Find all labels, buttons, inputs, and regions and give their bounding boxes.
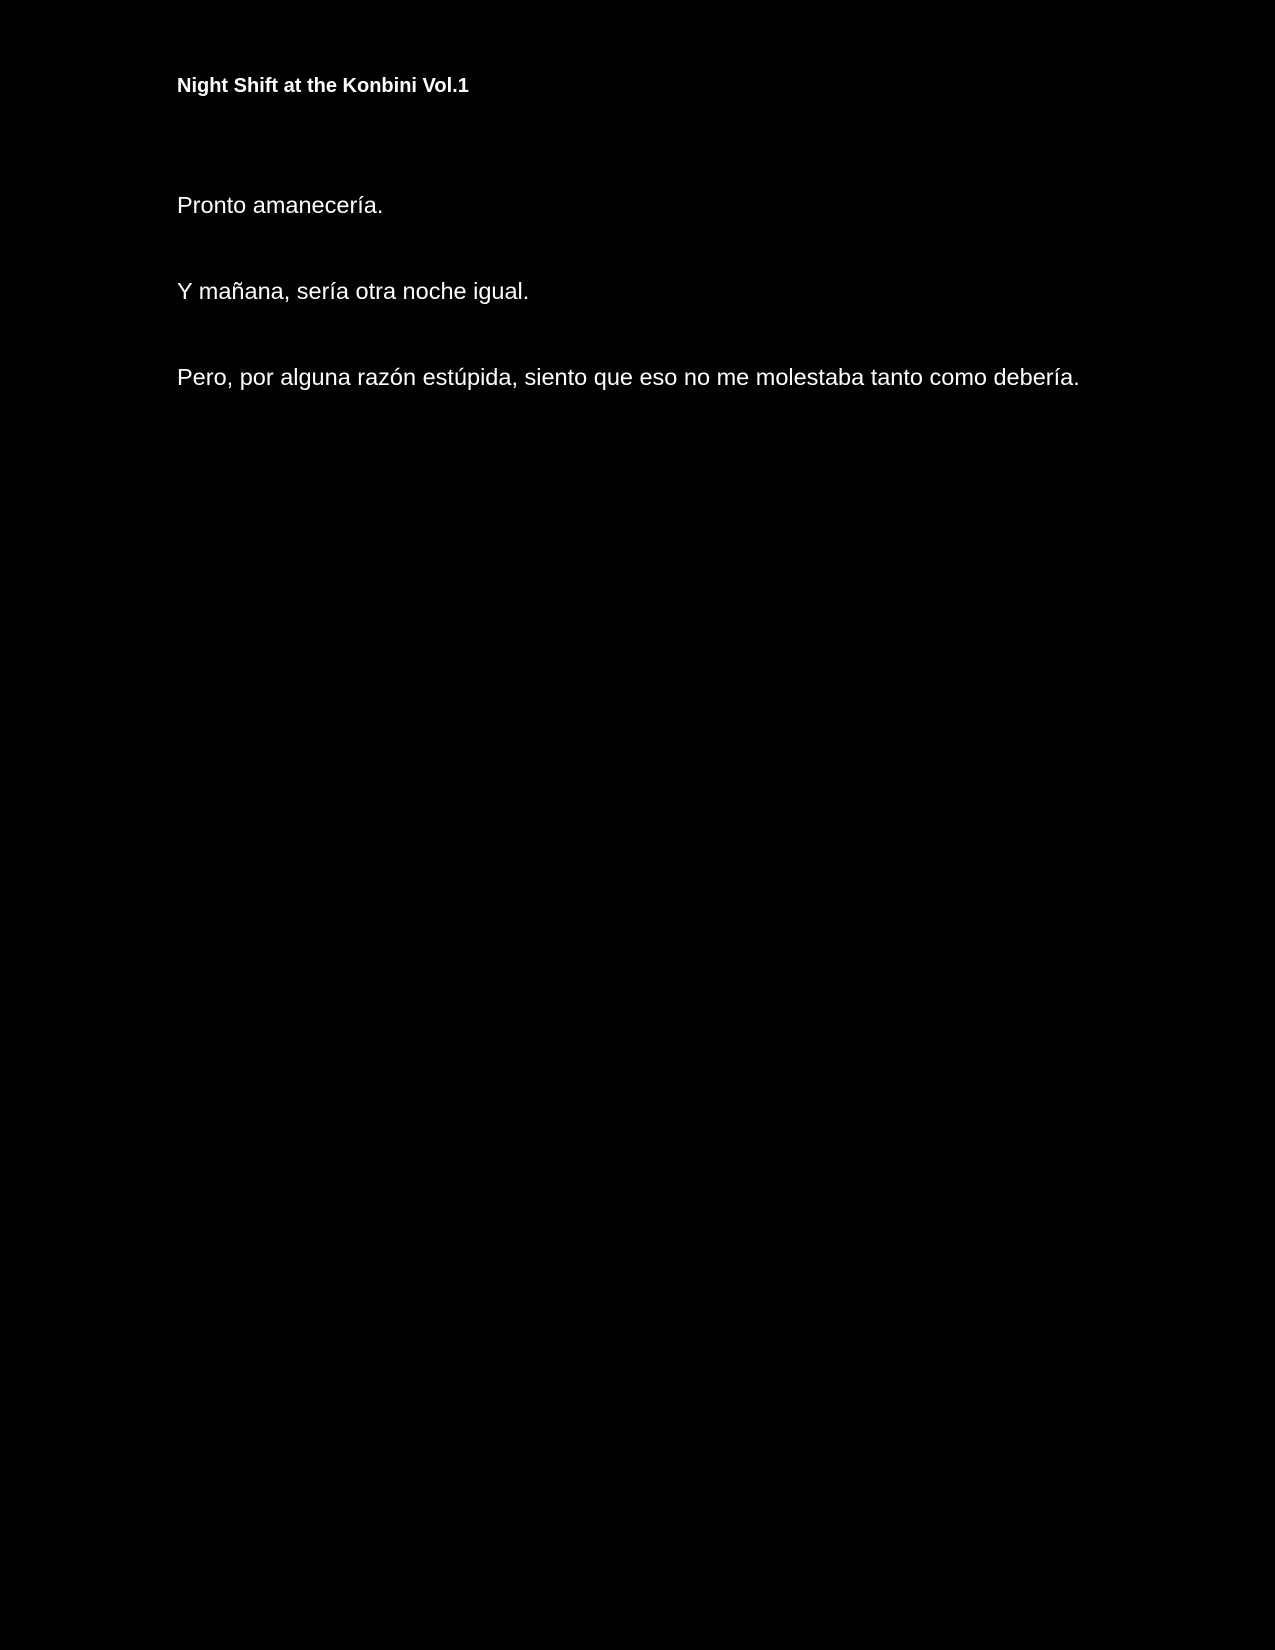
body-text — [177, 184, 1097, 442]
paragraph: Y mañana, sería otra noche igual. — [177, 278, 530, 304]
paragraph: Pronto amanecería. — [177, 192, 384, 218]
running-header-title: Night Shift at the Konbini Vol.1 — [177, 75, 469, 97]
paragraph: Pero, por alguna razón estúpida, siento que eso no me molestaba tanto como debería. — [177, 364, 1080, 390]
